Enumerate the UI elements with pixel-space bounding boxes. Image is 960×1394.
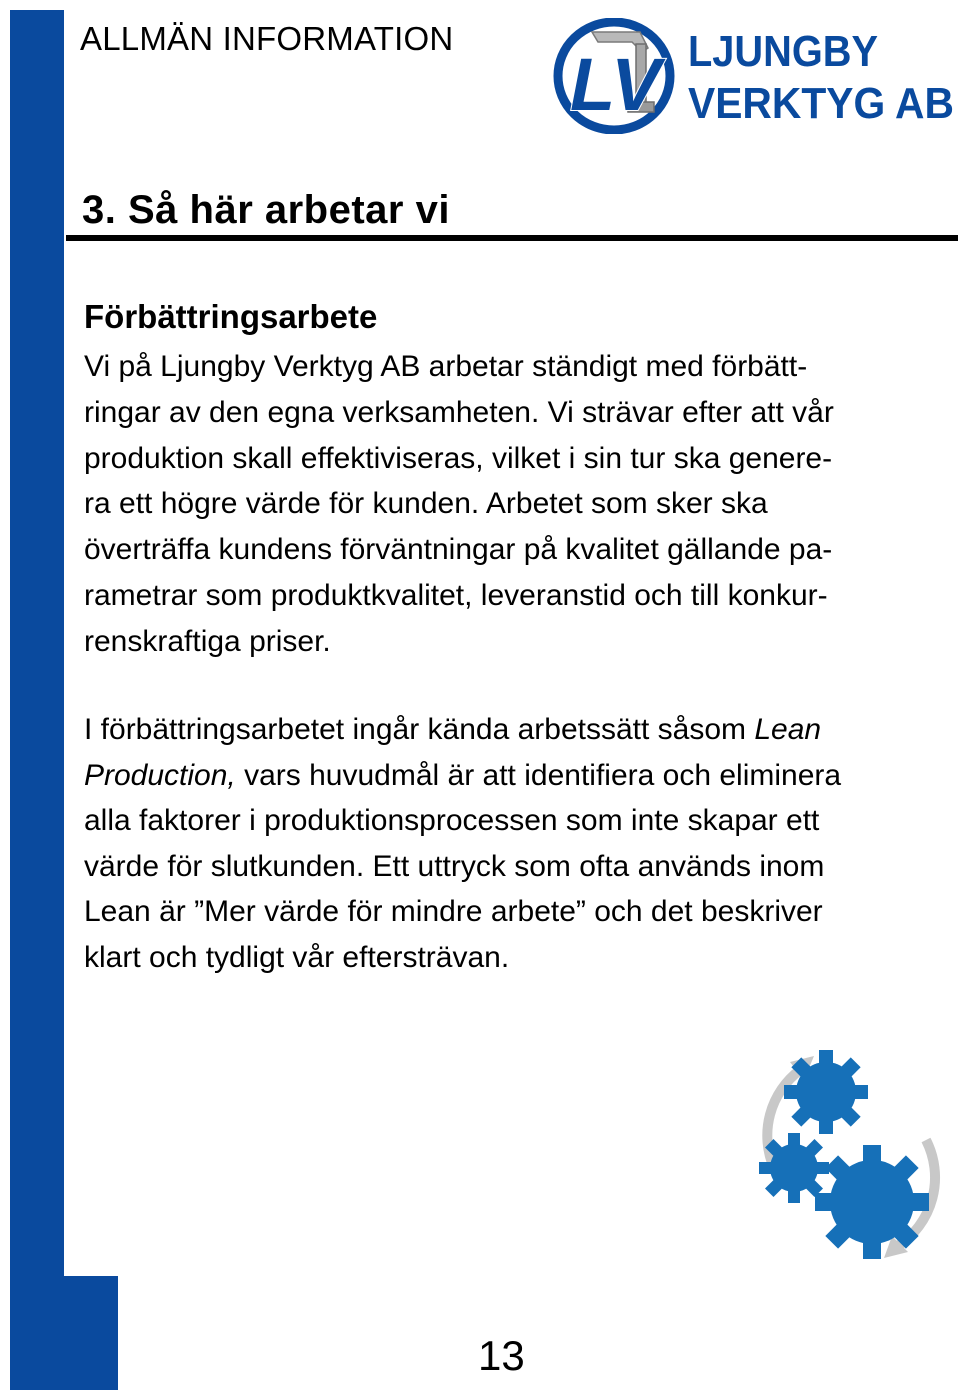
gear-top [784, 1050, 868, 1134]
gear-large [815, 1145, 929, 1259]
paragraph-line: klart och tydligt vår eftersträvan. [84, 940, 510, 974]
paragraph-line: alla faktorer i produktionsprocessen som inte skapar ett [84, 804, 820, 837]
gears-cycle-icon [730, 1040, 960, 1280]
page-number: 13 [478, 1332, 525, 1379]
paragraph-line: Lean är ”Mer värde för mindre arbete” och det beskriver [84, 895, 823, 928]
logo-text-line2: VERKTYG AB [688, 79, 954, 128]
paragraph-line: ra ett högre värde för kunden. Arbetet som sker ska [84, 487, 768, 521]
ljungby-verktyg-logo [552, 18, 958, 134]
paragraph-line: ringar av den egna verksamheten. Vi strävar efter att vår [84, 395, 834, 429]
footer-block [10, 1276, 118, 1390]
paragraph-line [84, 707, 960, 753]
title-underline [66, 235, 958, 241]
gear-left [759, 1133, 829, 1203]
section-subheading: Förbättringsarbete [84, 298, 378, 335]
italic-term: Production, [84, 758, 236, 792]
paragraph-text: vars huvudmål är att identifiera och eliminera [235, 758, 842, 792]
paragraph-line: produktion skall effektiviseras, vilket i sin tur ska genere- [84, 441, 833, 475]
paragraph-line: överträffa kundens förväntningar på kvalitet gällande pa- [84, 533, 833, 567]
italic-term: Lean [754, 713, 822, 746]
paragraph-line: renskraftiga priser. [84, 624, 331, 658]
paragraph-text: I förbättringsarbetet ingår kända arbetssätt såsom [84, 713, 755, 746]
section-label: ALLMÄN INFORMATION [80, 20, 454, 57]
paragraph-line: Vi på Ljungby Verktyg AB arbetar ständigt med förbätt- [84, 350, 808, 383]
paragraph-2 [84, 707, 960, 980]
paragraph-line: värde för slutkunden. Ett uttryck som ofta används inom [84, 849, 825, 883]
left-margin-bar [10, 10, 64, 1390]
logo-text-line1: LJUNGBY [688, 27, 878, 76]
paragraph-1 [84, 344, 960, 665]
paragraph-line [84, 753, 960, 799]
paragraph-line: rametrar som produktkvalitet, leveranstid och till konkur- [84, 578, 828, 612]
logo-mark: LV [570, 43, 661, 126]
chapter-title: 3. Så här arbetar vi [82, 188, 450, 232]
